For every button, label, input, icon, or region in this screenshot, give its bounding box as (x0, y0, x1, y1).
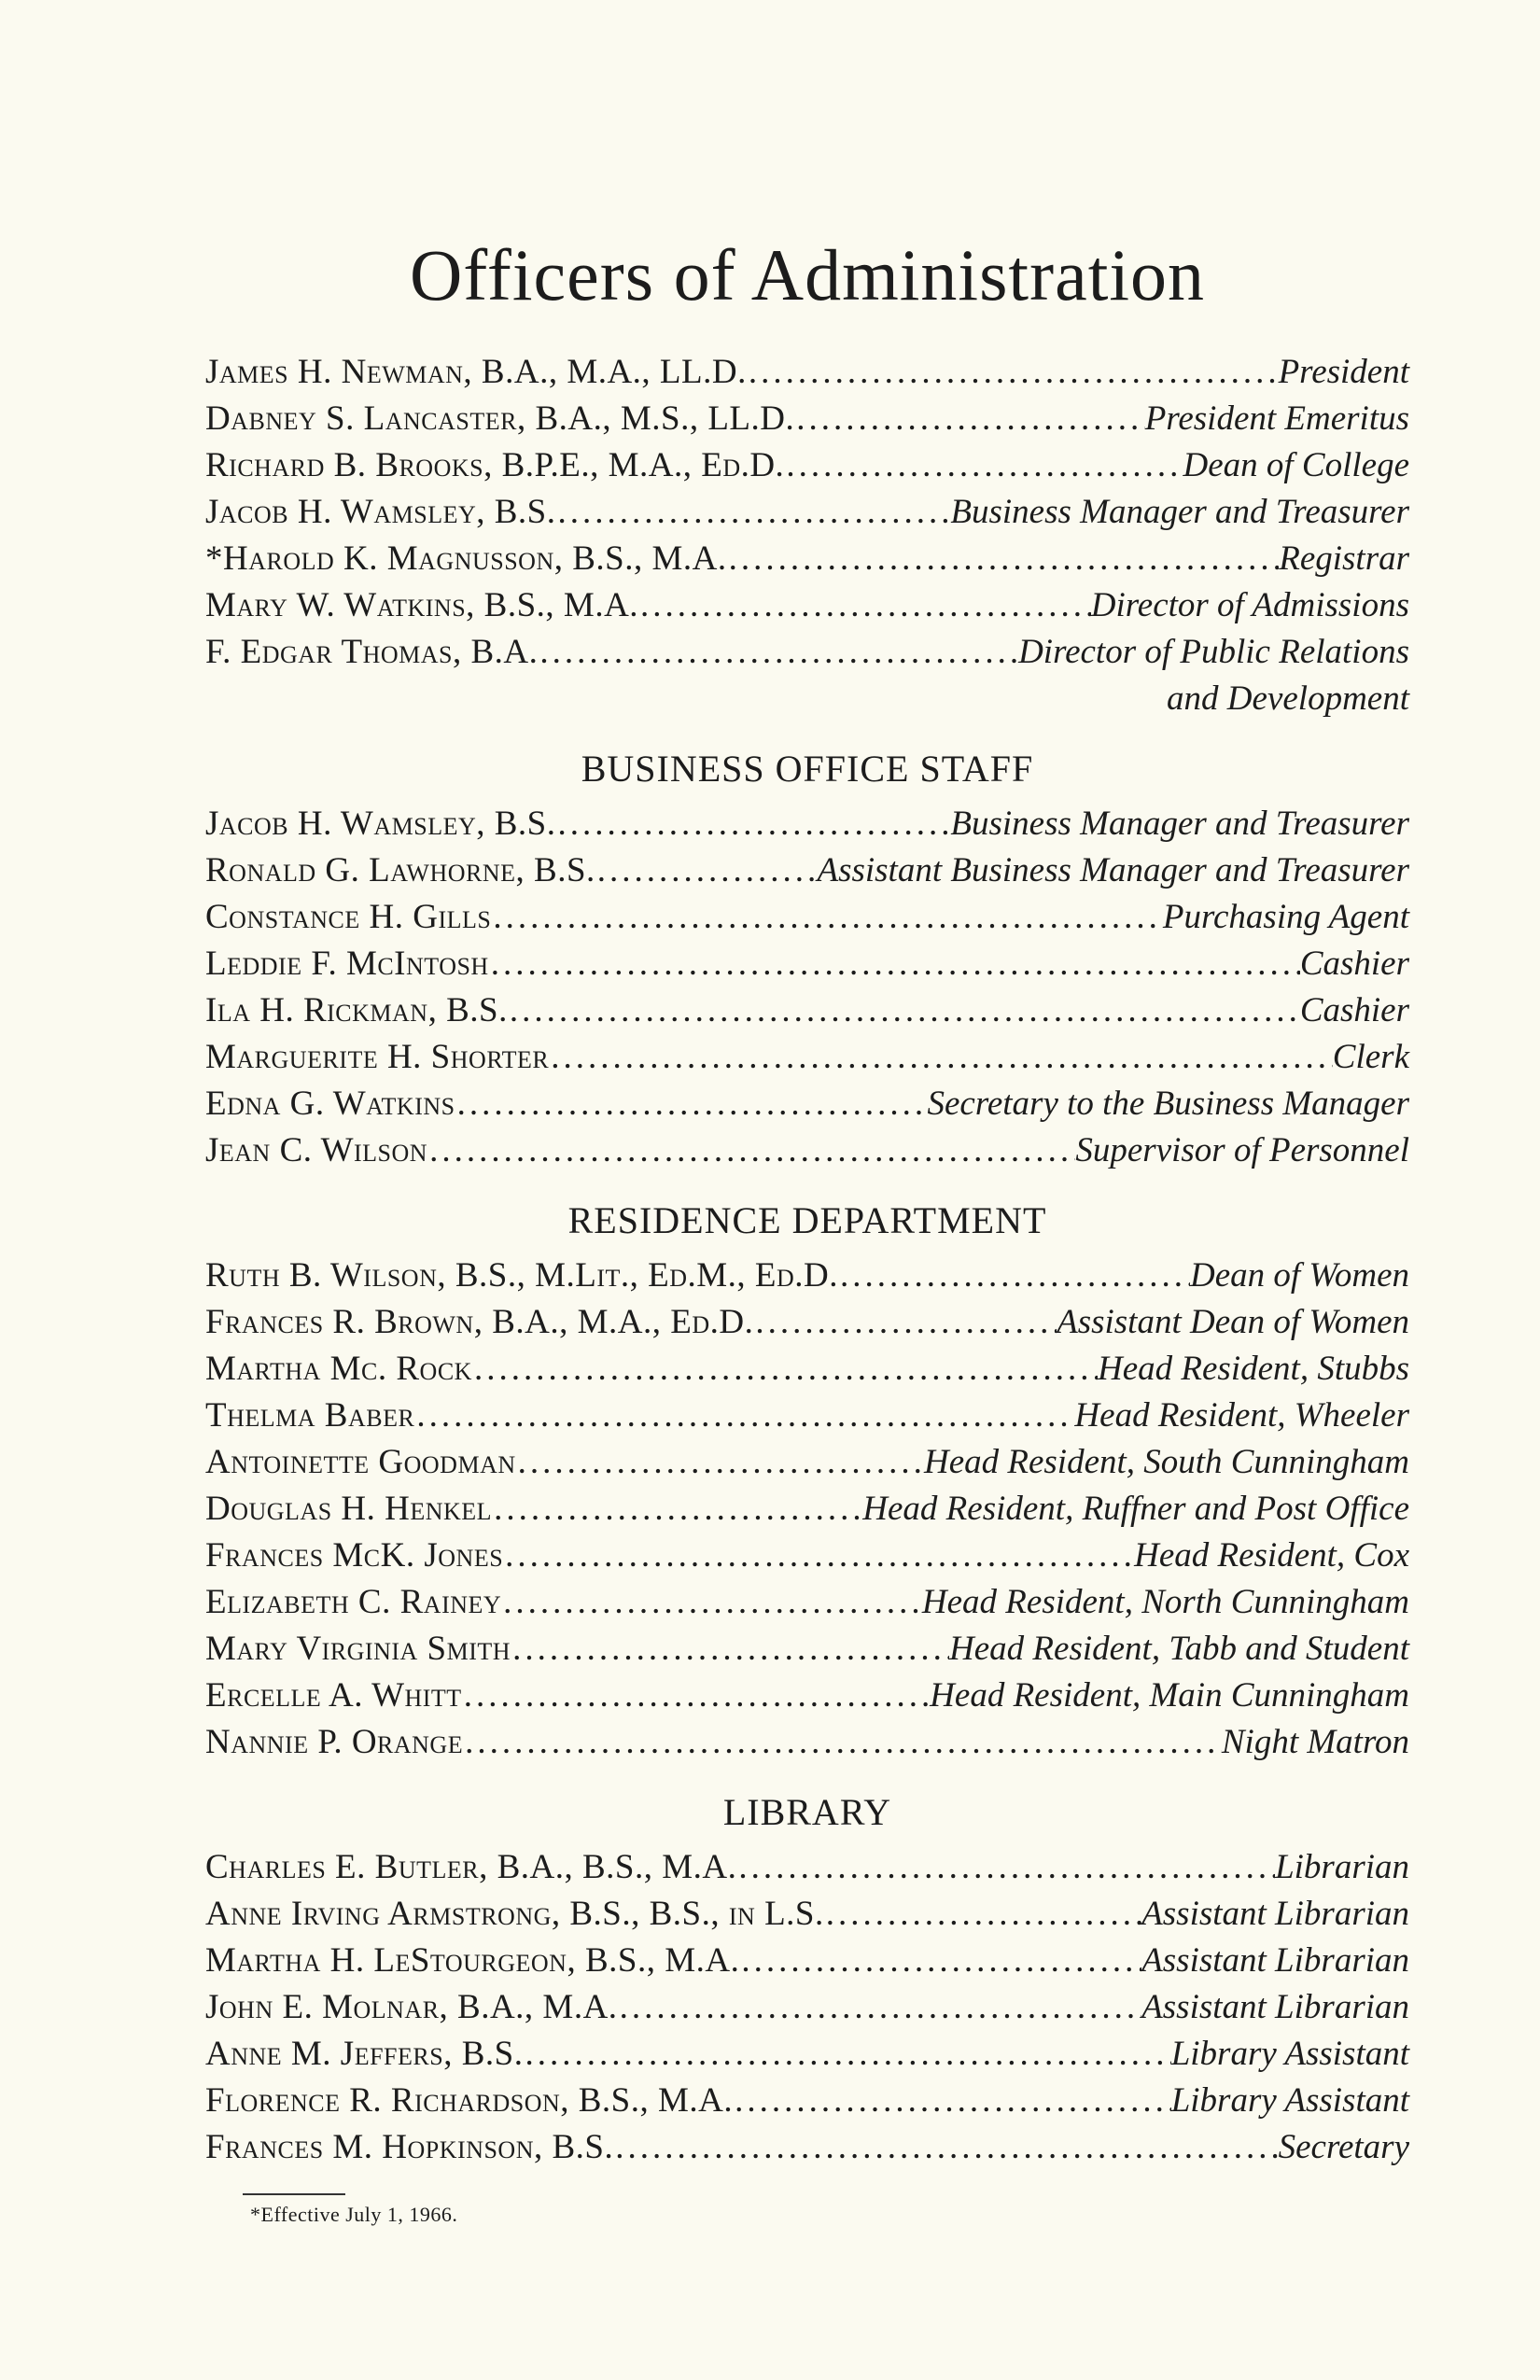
dot-leader (784, 442, 1183, 489)
entry-name: *Harold K. Magnusson, B.S., M.A. (205, 539, 727, 578)
business-office-list (205, 801, 1409, 1174)
list-item (205, 987, 1409, 1034)
dot-leader (618, 1984, 1142, 2031)
dot-leader (511, 1626, 949, 1673)
entry-name: Charles E. Butler, B.A., B.S., M.A. (205, 1848, 737, 1886)
entry-name: Antoinette Goodman (205, 1443, 516, 1481)
section-heading-library: LIBRARY (722, 1791, 892, 1833)
administration-list (205, 349, 1409, 676)
entry-name: Frances McK. Jones (205, 1536, 504, 1575)
entry-role: Secretary to the Business Manager (927, 1085, 1409, 1123)
entry-name: John E. Molnar, B.A., M.A. (205, 1988, 618, 2026)
entry-name: Mary Virginia Smith (205, 1630, 511, 1668)
list-item (205, 1579, 1409, 1626)
list-item (205, 536, 1409, 582)
entry-role: Director of Public Relations (1018, 633, 1409, 671)
list-item (205, 801, 1409, 847)
page-content (205, 233, 1409, 2227)
entry-name: Anne Irving Armstrong, B.S., B.S., in L.S. (205, 1895, 824, 1933)
list-item (205, 1938, 1409, 1984)
entry-role: Business Manager and Treasurer (950, 493, 1409, 531)
entry-role: Librarian (1275, 1848, 1409, 1886)
entry-role: Secretary (1278, 2128, 1409, 2166)
entry-role: Dean of College (1183, 446, 1409, 484)
entry-name: Anne M. Jeffers, B.S. (205, 2035, 524, 2073)
dot-leader (538, 629, 1018, 676)
list-item (205, 1984, 1409, 2031)
entry-role: Assistant Librarian (1141, 1988, 1409, 2026)
list-item (205, 396, 1409, 442)
list-item (205, 629, 1409, 676)
dot-leader (549, 1034, 1333, 1081)
entry-role: Assistant Business Manager and Treasurer (817, 851, 1409, 889)
dot-leader (491, 894, 1163, 941)
entry-name: F. Edgar Thomas, B.A. (205, 633, 539, 671)
list-item (205, 847, 1409, 894)
section-heading-business-office: BUSINESS OFFICE STAFF (581, 748, 1034, 790)
library-list (205, 1844, 1409, 2171)
dot-leader (753, 1299, 1057, 1346)
entry-name: Nannie P. Orange (205, 1723, 464, 1761)
dot-leader (838, 1253, 1190, 1299)
entry-name: Frances R. Brown, B.A., M.A., Ed.D. (205, 1303, 754, 1341)
dot-leader (508, 987, 1300, 1034)
entry-role: Night Matron (1221, 1723, 1409, 1761)
list-item (205, 1253, 1409, 1299)
entry-name: Dabney S. Lancaster, B.A., M.S., LL.D. (205, 399, 795, 438)
dot-leader (427, 1127, 1075, 1174)
section-heading-residence: RESIDENCE DEPARTMENT (567, 1199, 1047, 1241)
entry-name: Jean C. Wilson (205, 1131, 428, 1169)
entry-role: Registrar (1279, 539, 1409, 578)
entry-role: Director of Admissions (1090, 586, 1409, 624)
entry-name: Leddie F. McIntosh (205, 945, 489, 983)
dot-leader (739, 1938, 1141, 1984)
entry-role: Head Resident, Main Cunningham (930, 1676, 1409, 1715)
dot-leader (492, 1486, 862, 1533)
entry-role: Library Assistant (1170, 2035, 1409, 2073)
list-item (205, 2031, 1409, 2078)
list-item (205, 442, 1409, 489)
page-title: Officers of Administration (409, 234, 1206, 315)
entry-role: Head Resident, Ruffner and Post Office (862, 1490, 1409, 1528)
entry-name: Martha H. LeStourgeon, B.S., M.A. (205, 1941, 740, 1980)
entry-name: Constance H. Gills (205, 898, 492, 936)
list-item (205, 1891, 1409, 1938)
list-item (205, 489, 1409, 536)
list-item (205, 2078, 1409, 2124)
list-item (205, 1299, 1409, 1346)
entry-role: Business Manager and Treasurer (950, 805, 1409, 843)
entry-role: Head Resident, Stubbs (1098, 1350, 1409, 1388)
list-item (205, 1719, 1409, 1766)
entry-role: Dean of Women (1190, 1256, 1409, 1295)
entry-name: Florence R. Richardson, B.S., M.A. (205, 2081, 734, 2120)
list-item (205, 1034, 1409, 1081)
entry-name: Jacob H. Wamsley, B.S. (205, 493, 556, 531)
entry-role: President (1278, 353, 1409, 391)
dot-leader (455, 1081, 928, 1127)
dot-leader (489, 941, 1300, 987)
entry-name: James H. Newman, B.A., M.A., LL.D. (205, 353, 747, 391)
dot-leader (794, 396, 1144, 442)
list-item (205, 1393, 1409, 1439)
entry-role-continuation: and Development (1167, 679, 1409, 718)
entry-role: President Emeritus (1144, 399, 1409, 438)
entry-role: Assistant Librarian (1141, 1941, 1409, 1980)
entry-role: Head Resident, Tabb and Student (949, 1630, 1409, 1668)
entry-role: Head Resident, Wheeler (1074, 1396, 1409, 1435)
entry-role: Supervisor of Personnel (1075, 1131, 1409, 1169)
entry-role: Library Assistant (1170, 2081, 1409, 2120)
list-item (205, 1081, 1409, 1127)
dot-leader (736, 1844, 1275, 1891)
dot-leader (556, 489, 951, 536)
list-item (205, 894, 1409, 941)
list-item (205, 349, 1409, 396)
entry-name: Jacob H. Wamsley, B.S. (205, 805, 556, 843)
entry-name: Douglas H. Henkel (205, 1490, 493, 1528)
list-item (205, 1533, 1409, 1579)
entry-role: Head Resident, South Cunningham (923, 1443, 1409, 1481)
list-item (205, 1439, 1409, 1486)
entry-name: Mary W. Watkins, B.S., M.A. (205, 586, 639, 624)
footnote-divider (243, 2193, 345, 2195)
list-item (205, 1626, 1409, 1673)
dot-leader (501, 1579, 922, 1626)
dot-leader (733, 2078, 1171, 2124)
entry-name: Thelma Baber (205, 1396, 415, 1435)
entry-name: Marguerite H. Shorter (205, 1038, 550, 1076)
list-item (205, 582, 1409, 629)
dot-leader (414, 1393, 1074, 1439)
entry-role: Assistant Dean of Women (1057, 1303, 1409, 1341)
list-item (205, 941, 1409, 987)
list-item (205, 1486, 1409, 1533)
entry-name: Elizabeth C. Rainey (205, 1583, 502, 1621)
entry-role: Clerk (1332, 1038, 1409, 1076)
dot-leader (824, 1891, 1141, 1938)
entry-role: Head Resident, Cox (1134, 1536, 1409, 1575)
footnote: *Effective July 1, 1966. (250, 2203, 458, 2226)
entry-name: Martha Mc. Rock (205, 1350, 472, 1388)
list-item (205, 1673, 1409, 1719)
entry-name: Richard B. Brooks, B.P.E., M.A., Ed.D. (205, 446, 785, 484)
dot-leader (613, 2124, 1278, 2171)
entry-role: Cashier (1299, 945, 1409, 983)
dot-leader (747, 349, 1279, 396)
entry-role: Cashier (1299, 991, 1409, 1029)
entry-name: Ila H. Rickman, B.S. (205, 991, 508, 1029)
list-item (205, 2124, 1409, 2171)
entry-name: Frances M. Hopkinson, B.S. (205, 2128, 614, 2166)
dot-leader (727, 536, 1280, 582)
dot-leader (523, 2031, 1170, 2078)
dot-leader (463, 1719, 1222, 1766)
entry-role: Assistant Librarian (1141, 1895, 1409, 1933)
list-item (205, 1127, 1409, 1174)
list-item (205, 1346, 1409, 1393)
residence-list (205, 1253, 1409, 1766)
entry-name: Ruth B. Wilson, B.S., M.Lit., Ed.M., Ed.D. (205, 1256, 839, 1295)
dot-leader (516, 1439, 924, 1486)
list-item (205, 1844, 1409, 1891)
entry-name: Ercelle A. Whitt (205, 1676, 462, 1715)
entry-role: Purchasing Agent (1162, 898, 1409, 936)
dot-leader (472, 1346, 1098, 1393)
entry-role: Head Resident, North Cunningham (921, 1583, 1409, 1621)
dot-leader (503, 1533, 1134, 1579)
entry-name: Edna G. Watkins (205, 1085, 455, 1123)
dot-leader (556, 801, 951, 847)
dot-leader (462, 1673, 930, 1719)
dot-leader (595, 847, 818, 894)
entry-name: Ronald G. Lawhorne, B.S. (205, 851, 595, 889)
dot-leader (638, 582, 1091, 629)
